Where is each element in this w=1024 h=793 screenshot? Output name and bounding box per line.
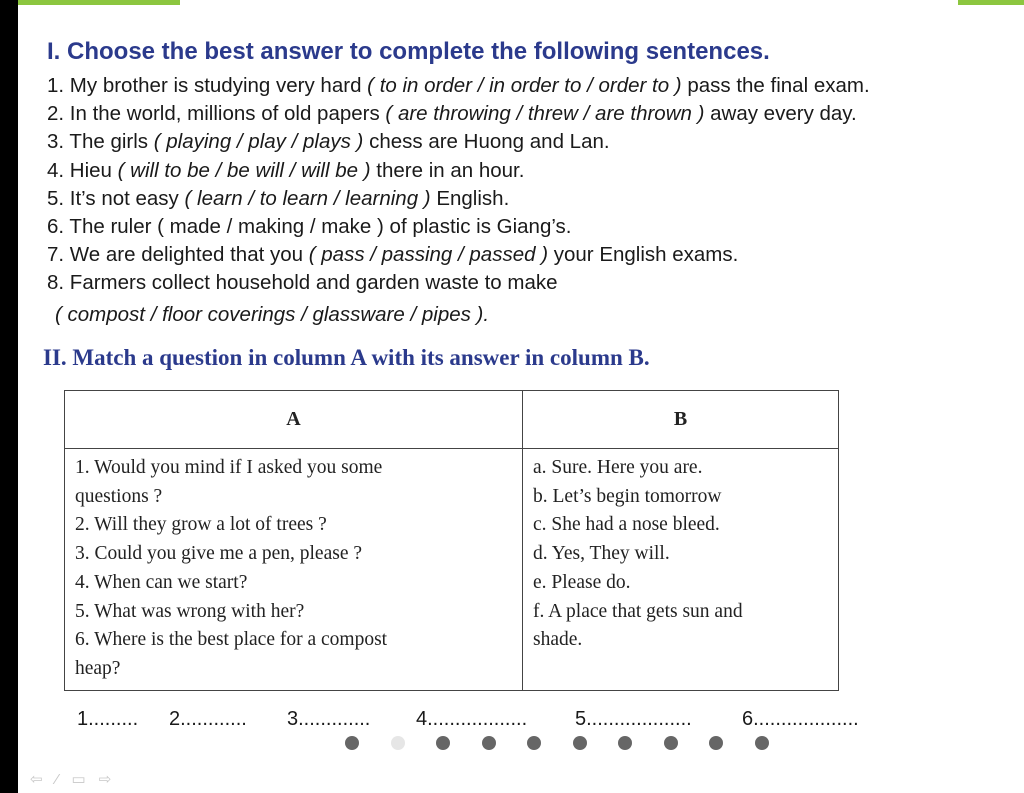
slide-dot[interactable] (573, 736, 587, 750)
item-text: 1. My brother is studying very hard (47, 74, 368, 97)
answer-blank-2: 2............ (169, 708, 247, 730)
slide-dot[interactable] (709, 736, 723, 750)
slide-dot[interactable] (391, 736, 405, 750)
answer-line: c. She had a nose bleed. (533, 514, 720, 536)
slide-dot[interactable] (482, 736, 496, 750)
answer-line: b. Let’s begin tomorrow (533, 485, 722, 507)
question-line: 1. Would you mind if I asked you some (75, 457, 383, 478)
list-item (47, 213, 870, 241)
pen-icon[interactable]: ⁄ (55, 771, 59, 788)
list-item (47, 269, 870, 297)
top-accent-bar-right (958, 0, 1024, 5)
section1-heading: I. Choose the best answer to complete the following sentences. (47, 38, 770, 65)
item-text: 2. In the world, millions of old papers (47, 102, 386, 126)
answer-blank-5: 5................... (575, 708, 692, 730)
column-b-header: B (523, 391, 839, 449)
question-line: heap? (75, 657, 121, 679)
column-b-cell (523, 449, 839, 691)
item-options: ( will to be / be will / will be ) (117, 158, 371, 182)
table-header-row (65, 391, 839, 449)
section1-list (47, 72, 870, 329)
left-black-bar (0, 0, 18, 793)
question-line: 5. What was wrong with her? (75, 600, 305, 622)
item-text-end: your English exams. (548, 243, 739, 267)
section2-heading: II. Match a question in column A with its answer in column B. (43, 345, 650, 370)
question-line: 6. Where is the best place for a compost (75, 629, 388, 651)
matching-table (64, 390, 839, 691)
back-arrow-icon[interactable]: ⇦ (30, 771, 43, 788)
question-line: questions ? (75, 485, 163, 507)
item-text-end: English. (430, 186, 510, 210)
item-options: ( pass / passing / passed ) (308, 243, 549, 267)
answer-blank-3: 3............. (287, 708, 371, 730)
item-text: 7. We are delighted that you (47, 243, 309, 267)
item-options: ( to in order / in order to / order to ) (367, 74, 682, 97)
top-accent-bar-left (18, 0, 180, 5)
answer-line: shade. (533, 629, 583, 651)
item-text: 5. It’s not easy (47, 186, 185, 210)
slide-dot[interactable] (664, 736, 678, 750)
list-item (47, 157, 870, 185)
list-item (47, 128, 870, 156)
table-row (65, 449, 839, 691)
list-item (47, 185, 870, 213)
list-item-continuation (47, 301, 870, 329)
item-options: ( compost / floor coverings / glassware / pipes ). (55, 302, 490, 326)
item-options: ( learn / to learn / learning ) (184, 186, 431, 210)
item-text: 6. The ruler ( made / making / make ) of plastic is Giang’s. (47, 215, 572, 239)
forward-arrow-icon[interactable]: ⇨ (98, 771, 112, 788)
answer-line: a. Sure. Here you are. (533, 457, 703, 478)
slide-dot[interactable] (345, 736, 359, 750)
answer-line: f. A place that gets sun and (533, 600, 743, 622)
question-line: 2. Will they grow a lot of trees ? (75, 514, 327, 536)
answer-blank-4: 4.................. (416, 708, 528, 730)
slide-dot[interactable] (618, 736, 632, 750)
column-a-cell (65, 449, 523, 691)
answer-blank-1: 1......... (77, 708, 139, 730)
item-options: ( playing / play / plays ) (153, 130, 364, 154)
question-line: 3. Could you give me a pen, please ? (75, 543, 363, 565)
slide-icon[interactable]: ▭ (71, 771, 86, 788)
list-item (47, 100, 870, 128)
answer-line: d. Yes, They will. (533, 543, 670, 565)
slide-dot[interactable] (436, 736, 450, 750)
item-text-end: pass the final exam. (681, 74, 870, 97)
item-text-end: chess are Huong and Lan. (363, 130, 610, 154)
item-text: 3. The girls (47, 130, 154, 154)
slideshow-nav (30, 770, 120, 788)
answer-line: e. Please do. (533, 571, 631, 593)
list-item (47, 241, 870, 269)
column-a-header: A (65, 391, 523, 449)
slide-dot[interactable] (755, 736, 769, 750)
item-text: 8. Farmers collect household and garden waste to make (47, 271, 558, 295)
item-options: ( are throwing / threw / are thrown ) (385, 102, 705, 126)
answer-blank-6: 6................... (742, 708, 859, 730)
item-text-end: there in an hour. (370, 158, 525, 182)
slide-dot[interactable] (527, 736, 541, 750)
item-text: 4. Hieu (47, 158, 118, 182)
list-item (47, 72, 870, 100)
item-text-end: away every day. (704, 102, 857, 126)
question-line: 4. When can we start? (75, 571, 248, 593)
